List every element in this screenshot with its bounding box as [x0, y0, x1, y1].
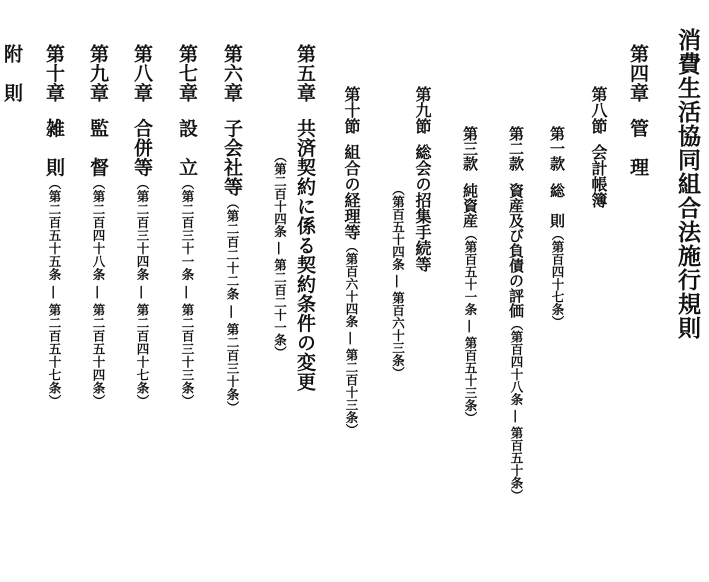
chapter-number: 第五章 — [294, 44, 316, 103]
chapter-range: （第二百二十二条 ― 第二百三十条） — [225, 196, 240, 415]
chapter-range: （第二百三十四条 ― 第二百四十七条） — [135, 177, 150, 408]
toc-article-3 — [462, 126, 477, 424]
toc-chapter-4 — [628, 44, 647, 177]
article-name: 純資産 — [461, 183, 479, 228]
section-number: 第八節 — [589, 86, 608, 134]
chapter-number: 第六章 — [221, 44, 243, 103]
article-range: （第百四十七条） — [550, 228, 565, 328]
article-name: 資産及び負債の評価 — [507, 183, 525, 318]
chapter-number: 第七章 — [176, 44, 198, 103]
toc-section-10 — [343, 86, 359, 436]
chapter-number: 第十章 — [43, 44, 65, 103]
chapter-number: 第九章 — [87, 44, 109, 103]
article-range: （第百四十八条 ― 第百五十条） — [509, 318, 524, 502]
chapter-name: 合併等 — [131, 118, 153, 177]
article-number: 第二款 — [507, 126, 525, 171]
section-name: 会計帳簿 — [589, 144, 608, 208]
toc-chapter-10 — [44, 44, 63, 408]
chapter-name: 管 理 — [627, 118, 649, 177]
chapter-number: 第八章 — [131, 44, 153, 103]
appendix-label: 附 則 — [1, 44, 23, 103]
chapter-name: 監 督 — [87, 118, 109, 177]
section-number: 第九節 — [413, 86, 432, 134]
chapter-range: （第二百十四条 ― 第二百二十一条） — [272, 150, 288, 359]
toc-appendix — [2, 44, 21, 103]
toc-chapter-6 — [222, 44, 241, 414]
toc-chapter-7 — [177, 44, 196, 408]
section-body — [414, 144, 430, 272]
article-name: 総 則 — [548, 183, 566, 228]
article-number: 第三款 — [461, 126, 479, 171]
toc-section-8 — [590, 86, 606, 208]
article-range: （第百五十一条 ― 第百五十三条） — [463, 228, 478, 425]
toc-chapter-5 — [295, 44, 314, 392]
title-text: 消費生活協同組合法施行規則 — [674, 28, 701, 340]
chapter-range: （第二百五十五条 ― 第二百五十七条） — [47, 177, 62, 408]
article-number: 第一款 — [548, 126, 566, 171]
chapter-range: （第二百三十一条 ― 第二百三十三条） — [180, 177, 195, 408]
chapter-range: （第二百四十八条 ― 第二百五十四条） — [91, 177, 106, 408]
toc-article-1 — [549, 126, 564, 328]
chapter-name: 設 立 — [176, 118, 198, 177]
toc-section-9 — [414, 86, 430, 272]
chapter-name: 子会社等 — [221, 118, 243, 197]
section-range: （第百六十四条 ― 第二百十三条） — [344, 240, 359, 437]
section-range: （第百五十四条 ― 第百六十三条） — [390, 183, 406, 380]
chapter-name: 雑 則 — [43, 118, 65, 177]
toc-chapter-9 — [88, 44, 107, 408]
section-name: 総会の招集手続等 — [413, 144, 432, 272]
section-number: 第十節 — [342, 86, 361, 134]
toc-chapter-5-range — [273, 150, 286, 359]
section-name: 組合の経理等 — [342, 144, 361, 240]
chapter-number: 第四章 — [627, 44, 649, 103]
toc-section-9-range — [391, 183, 404, 379]
document-title — [676, 28, 699, 340]
toc-chapter-8 — [132, 44, 151, 408]
toc-article-2 — [508, 126, 523, 502]
chapter-name: 共済契約に係る契約条件の変更 — [294, 118, 316, 392]
